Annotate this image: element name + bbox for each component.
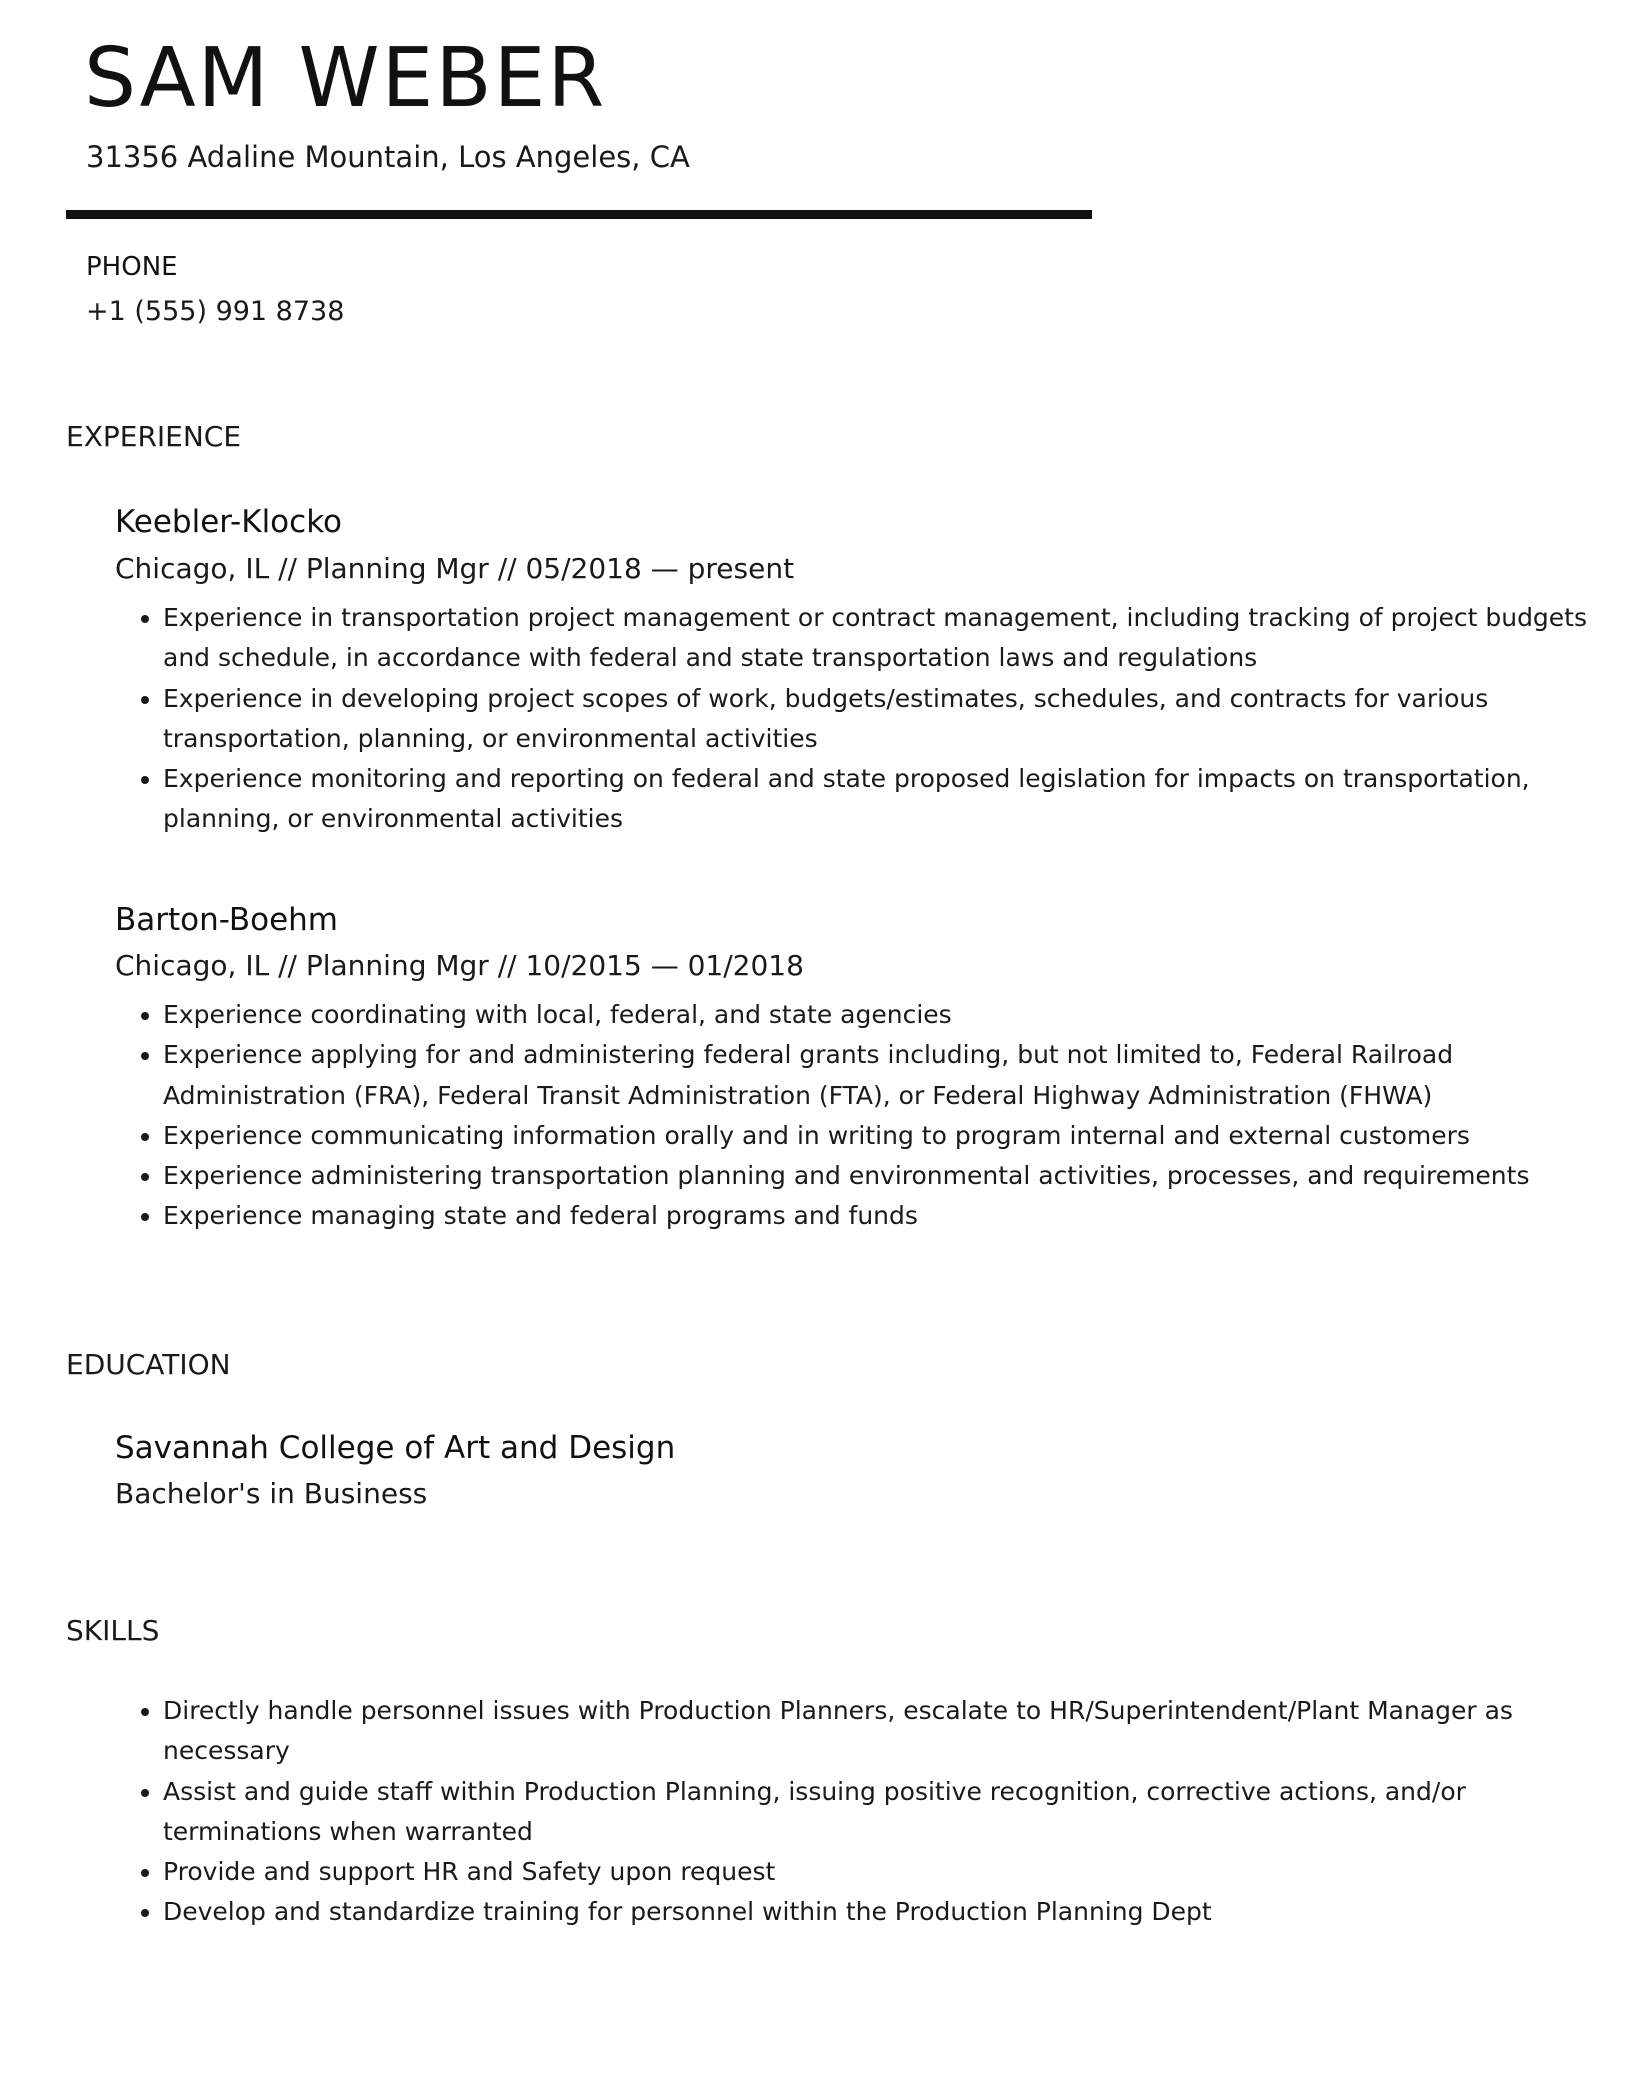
job-company: Barton-Boehm [115, 902, 339, 938]
candidate-address: 31356 Adaline Mountain, Los Angeles, CA [86, 140, 690, 174]
list-item: • Experience managing state and federal programs and funds [163, 1196, 1603, 1236]
list-item: • Experience communicating information orally and in writing to program internal and external customers [163, 1116, 1603, 1156]
skills-heading: SKILLS [66, 1614, 160, 1647]
education-school: Savannah College of Art and Design [115, 1430, 676, 1466]
list-item: • Directly handle personnel issues with Production Planners, escalate to HR/Superintendent/Plant Manager as necessary [163, 1691, 1603, 1772]
job-company: Keebler-Klocko [115, 504, 343, 540]
header-divider [66, 210, 1092, 219]
phone-label: PHONE [86, 252, 178, 282]
list-item: • Develop and standardize training for personnel within the Production Planning Dept [163, 1892, 1603, 1932]
job-bullets [115, 995, 1603, 1237]
job-details: Chicago, IL // Planning Mgr // 05/2018 — present [115, 552, 795, 585]
list-item: • Assist and guide staff within Production Planning, issuing positive recognition, corrective actions, and/or terminations when warranted [163, 1772, 1603, 1853]
job-bullets [115, 598, 1603, 840]
experience-heading: EXPERIENCE [66, 420, 242, 453]
education-heading: EDUCATION [66, 1348, 231, 1381]
list-item: • Experience monitoring and reporting on federal and state proposed legislation for impacts on transportation, planning, or environmental activities [163, 759, 1603, 840]
list-item: • Experience in transportation project management or contract management, including tracking of project budgets and schedule, in accordance with federal and state transportation laws and regulations [163, 598, 1603, 679]
list-item: • Provide and support HR and Safety upon request [163, 1852, 1603, 1892]
skills-list [115, 1691, 1603, 1933]
list-item: • Experience administering transportation planning and environmental activities, processes, and requirements [163, 1156, 1603, 1196]
education-degree: Bachelor's in Business [115, 1477, 428, 1510]
list-item: • Experience coordinating with local, federal, and state agencies [163, 995, 1603, 1035]
list-item: • Experience applying for and administering federal grants including, but not limited to, Federal Railroad Administration (FRA), Federal Transit Administration (FTA), or Federal Highway Administration (FHWA) [163, 1035, 1603, 1116]
phone-number: +1 (555) 991 8738 [86, 296, 345, 327]
list-item: • Experience in developing project scopes of work, budgets/estimates, schedules, and contracts for various transportation, planning, or environmental activities [163, 679, 1603, 760]
job-details: Chicago, IL // Planning Mgr // 10/2015 — 01/2018 [115, 949, 804, 982]
candidate-name: SAM WEBER [84, 31, 607, 126]
